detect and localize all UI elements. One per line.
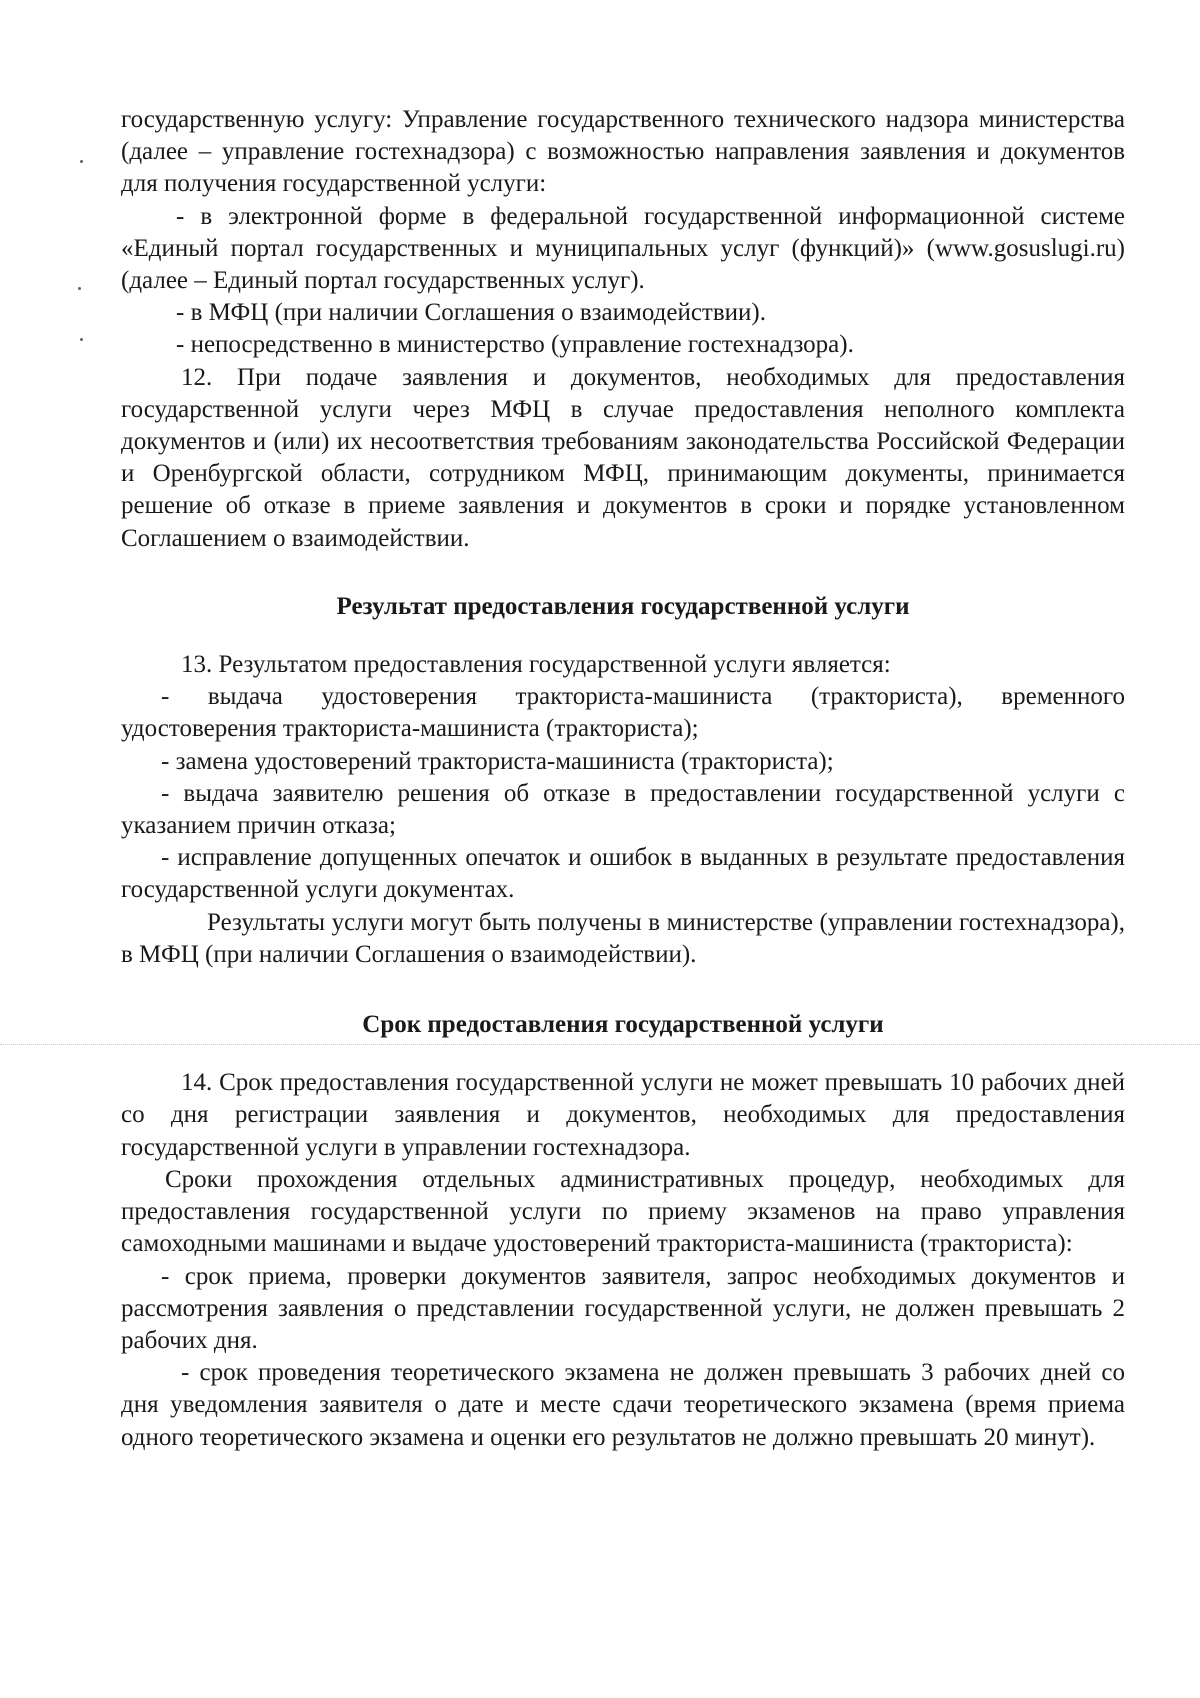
list-item-ministry: - непосредственно в министерство (управление гостехнадзора).	[176, 331, 854, 359]
document-body	[121, 104, 1125, 1454]
section-heading-result: Результат предоставления государственной услуги	[336, 592, 910, 620]
scan-mark	[80, 160, 83, 163]
list-item-theory-exam: - срок проведения теоретического экзамена не должен превышать 3 рабочих дней со дня уведомления заявителя о дате и месте сдачи теоретического экзамена (время приема одного теоретического экзамена и оценки его результатов не должно превышать 20 минут).	[121, 1359, 1125, 1451]
list-item-document-check: - срок приема, проверки документов заявителя, запрос необходимых документов и рассмотрения заявления о представлении государственной услуги, не должен превышать 2 рабочих дня.	[121, 1262, 1125, 1354]
paragraph-procedure-terms: Сроки прохождения отдельных административных процедур, необходимых для предоставления государственной услуги по приему экзаменов на право управления самоходными машинами и выдаче удостоверений тракториста-машиниста (тракториста):	[121, 1165, 1125, 1258]
paragraph-12: 12. При подаче заявления и документов, необходимых для предоставления государственной услуги через МФЦ в случае предоставления неполного комплекта документов и (или) их несоответствия требованиям законодательства Российской Федерации и Оренбургской области, сотрудником МФЦ, принимающим документы, принимается решение об отказе в приеме заявления и документов в сроки и порядке установленном Соглашением о взаимодействии.	[121, 363, 1125, 552]
paragraph-13: 13. Результатом предоставления государственной услуги является:	[181, 651, 891, 679]
list-item-refusal: - выдача заявителю решения об отказе в предоставлении государственной услуги с указанием причин отказа;	[121, 779, 1125, 840]
paragraph-results: Результаты услуги могут быть получены в министерстве (управлении гостехнадзора), в МФЦ (при наличии Соглашения о взаимодействии).	[121, 908, 1125, 968]
scan-mark	[80, 338, 83, 341]
list-item-mfc: - в МФЦ (при наличии Соглашения о взаимодействии).	[176, 299, 766, 327]
section-heading-term: Срок предоставления государственной услуги	[362, 1011, 884, 1039]
scan-mark	[78, 287, 81, 290]
list-item-correction: - исправление допущенных опечаток и ошибок в выданных в результате предоставления государственной услуги документах.	[121, 844, 1125, 904]
list-item-issuance: - выдача удостоверения тракториста-машиниста (тракториста), временного удостоверения тракториста-машиниста (тракториста);	[121, 683, 1125, 743]
paragraph-continuation: государственную услугу: Управление государственного технического надзора министерства (далее – управление гостехнадзора) с возможностью направления заявления и документов для получения государственной услуги:	[121, 106, 1125, 198]
list-item-electronic-form: - в электронной форме в федеральной государственной информационной системе «Единый портал государственных и муниципальных услуг (функций)» (www.gosuslugi.ru) (далее – Единый портал государственных услуг).	[121, 202, 1125, 295]
paragraph-14: 14. Срок предоставления государственной услуги не может превышать 10 рабочих дней со дня регистрации заявления и документов, необходимых для предоставления государственной услуги в управлении гостехнадзора.	[121, 1069, 1125, 1161]
list-item-replacement: - замена удостоверений тракториста-машиниста (тракториста);	[161, 747, 834, 775]
